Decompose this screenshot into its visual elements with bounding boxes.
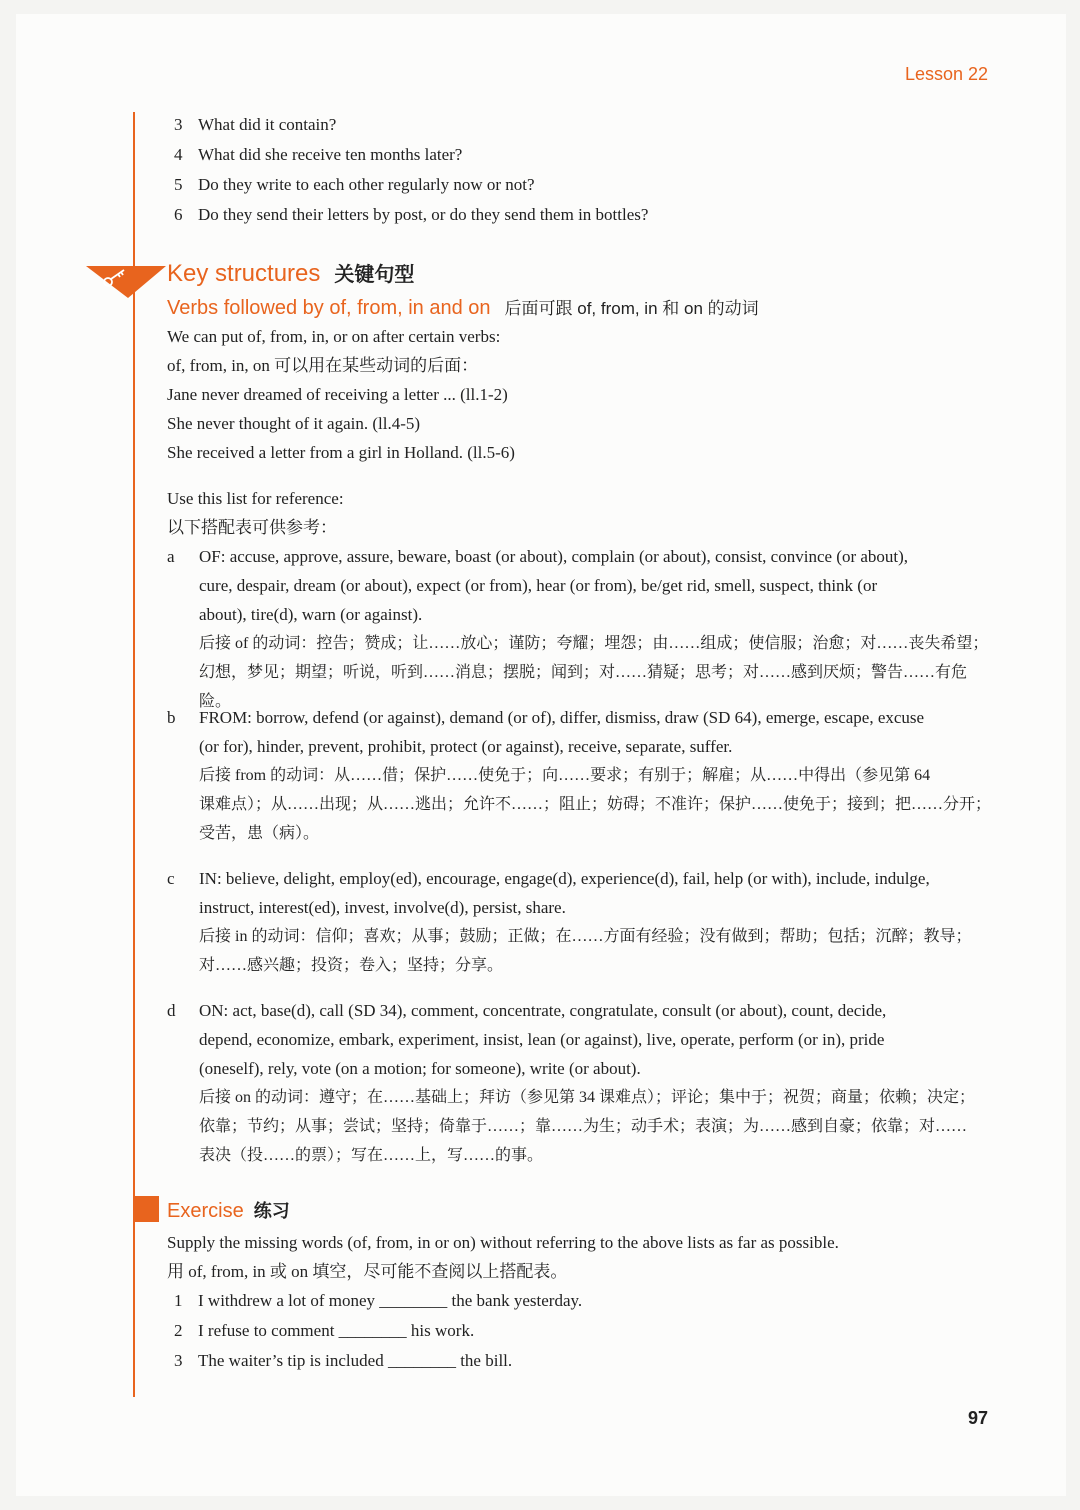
list-item-in: c IN: believe, delight, employ(ed), encourage, engage(d), experience(d), fail, help (or with), include, indulge, instruct, interest(ed), invest, involve(d), persist, share. 后接 in 的动词：信仰；喜欢；从事；鼓励；正做；在……方面有经验；没有做到；帮助；包括；沉醉；教导； 对……感兴趣；投资；卷入；坚持；分享。: [167, 869, 972, 974]
reference-note: Use this list for reference: 以下搭配表可供参考：: [167, 489, 344, 537]
list-item: 3 What did it contain?: [174, 115, 337, 134]
list-item-on: d ON: act, base(d), call (SD 34), comment, concentrate, congratulate, consult (or about), count, decide, depend, economize, embark, experiment, insist, lean (or against), live, operate, perform (or in), pride (oneself), rely, vote (on a motion; for someone), write (or about). 后接 on 的动词：遵守；在……基础上；拜访（参见第 34 课难点）；评论；集中于；祝贺；商量；依赖；决定； 依靠；节约；从事；尝试；坚持；倚靠于……；靠……为生；动手术；表演；为……感到自豪；依靠；对…… 表决（投……的票）；写在……上，写……的事。: [167, 1001, 976, 1164]
list-item: 6 Do they send their letters by post, or do they send them in bottles?: [174, 205, 649, 224]
section-subtitle: Verbs followed by of, from, in and on 后面可跟 of, from, in 和 on 的动词: [167, 297, 759, 319]
lesson-header: Lesson 22: [905, 64, 989, 84]
list-item-of: a OF: accuse, approve, assure, beware, boast (or about), complain (or about), consist, convince (or about), cure, despair, dream (or about), expect (or from), hear (or from), be/get rid, smell, suspect, think (or about), tire(d), warn (or against). 后接 of 的动词：控告；赞成；让……放心；谨防；夸耀；埋怨；由……组成；使信服；治愈；对……丧失希望； 幻想，梦见；期望；听说，听到……消息；摆脱；闻到；对……猜疑；思考；对……感到厌烦；警告……有危险。: [167, 547, 989, 710]
exercise-instruction: Supply the missing words (of, from, in or on) without referring to the above lists as far as possible. 用 of, from, in 或 on 填空，尽可能不查阅以上搭配表。: [167, 1233, 839, 1281]
intro-text: We can put of, from, in, or on after certain verbs: of, from, in, on 可以用在某些动词的后面： Jane never dreamed of receiving a letter ... (ll.1-2) She never thought of it again. (ll.4-5) She received a letter from a girl in Holland. (ll.5-6): [167, 327, 515, 462]
list-item: 2 I refuse to comment ________ his work.: [174, 1321, 475, 1340]
list-item: 4 What did she receive ten months later?: [174, 145, 463, 164]
exercise-marker: [135, 1196, 159, 1222]
list-item: 5 Do they write to each other regularly now or not?: [174, 175, 535, 194]
list-item: 3 The waiter’s tip is included ________ the bill.: [174, 1351, 513, 1370]
question-list: [174, 110, 648, 230]
section-title: Key structures 关键句型: [167, 260, 415, 287]
list-item-from: b FROM: borrow, defend (or against), demand (or of), differ, dismiss, draw (SD 64), emerge, escape, excuse (or for), hinder, prevent, prohibit, protect (or against), receive, separate, suffer. 后接 from 的动词：从……借；保护……使免于；向……要求；有别于；解雇；从……中得出（参见第 64 课难点）；从……出现；从……逃出；允许不……；阻止；妨碍；不准许；保护……使免于；接到；把……分开； 受苦，患（病）。: [167, 708, 992, 842]
page-number: 97: [968, 1408, 989, 1428]
list-item: 1 I withdrew a lot of money ________ the bank yesterday.: [174, 1291, 583, 1310]
key-icon: [86, 260, 168, 300]
exercise-list: [174, 1286, 582, 1376]
exercise-title: Exercise 练习: [167, 1200, 290, 1222]
